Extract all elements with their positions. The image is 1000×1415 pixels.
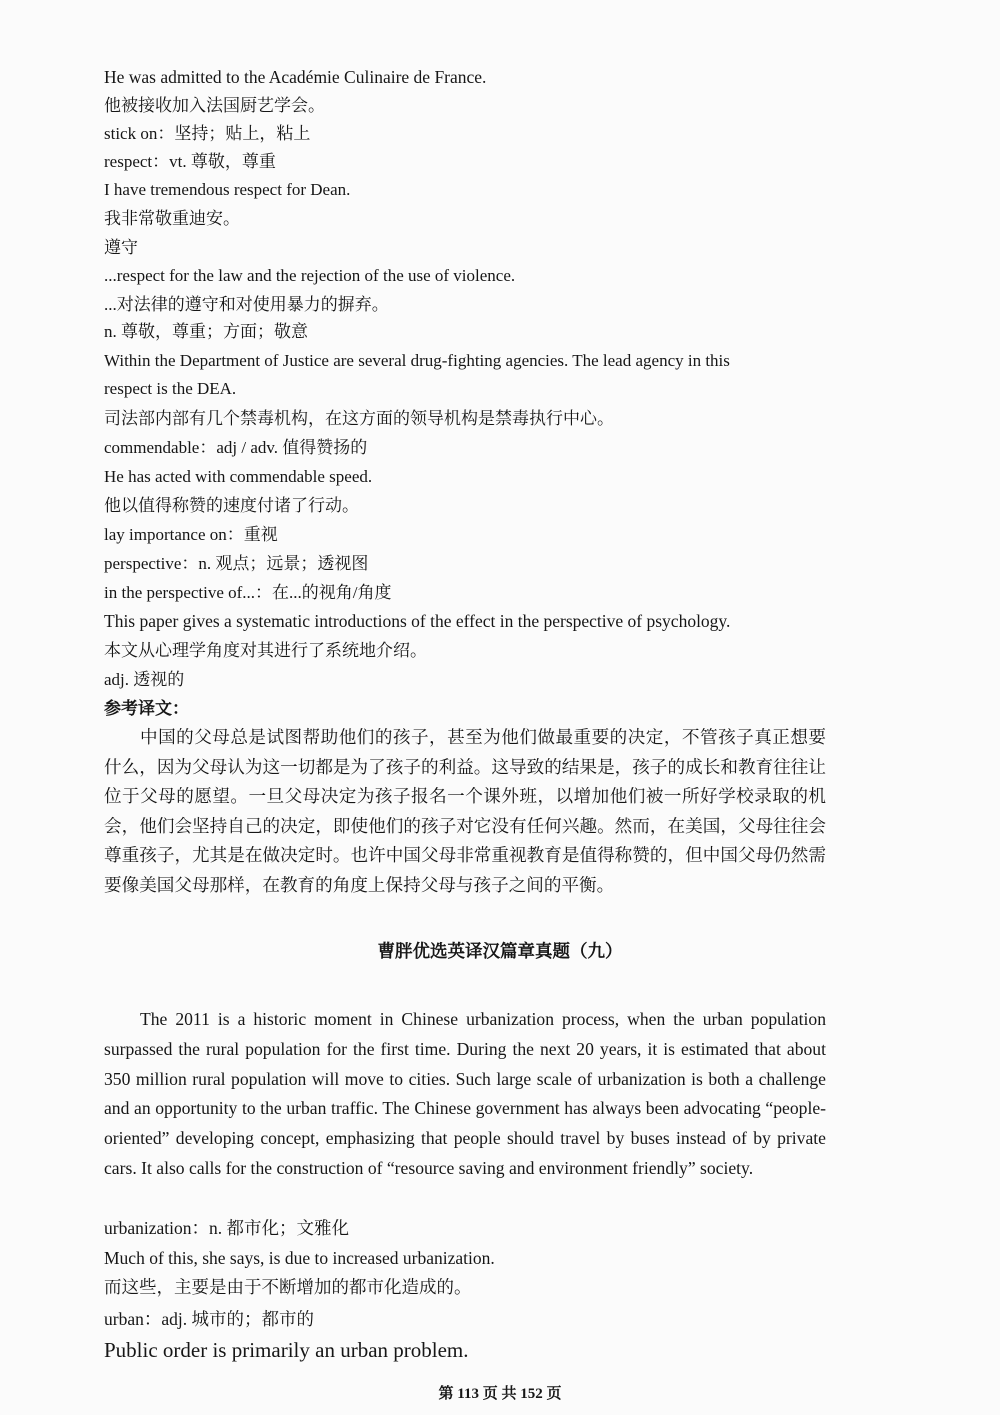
section-title: 曹胖优选英译汉篇章真题（九）: [377, 941, 623, 961]
example-sentence: respect is the DEA.: [104, 379, 237, 398]
example-sentence: Within the Department of Justice are several drug-fighting agencies. The lead agency in this: [104, 351, 730, 370]
example-sentence: Public order is primarily an urban problem.: [104, 1338, 469, 1362]
vocab-sense: n. 尊敬，尊重；方面；敬意: [104, 322, 308, 341]
example-translation: 而这些，主要是由于不断增加的都市化造成的。: [104, 1277, 472, 1297]
example-sentence: This paper gives a systematic introductions of the effect in the perspective of psychology.: [104, 611, 731, 631]
vocab-entry: lay importance on：重视: [104, 525, 278, 544]
example-translation: 司法部内部有几个禁毒机构，在这方面的领导机构是禁毒执行中心。: [104, 409, 614, 428]
example-translation: 我非常敬重迪安。: [104, 209, 240, 228]
vocab-entry: respect：vt. 尊敬，尊重: [104, 152, 276, 171]
vocab-sense: 遵守: [104, 238, 138, 257]
vocab-entry: urbanization：n. 都市化；文雅化: [104, 1218, 349, 1238]
reference-translation-paragraph: 中国的父母总是试图帮助他们的孩子，甚至为他们做最重要的决定，不管孩子真正想要什么，因为父母认为这一切都是为了孩子的利益。这导致的结果是，孩子的成长和教育往往让位于父母的愿望。一旦父母决定为孩子报名一个课外班，以增加他们被一所好学校录取的机会，他们会坚持自己的决定，即使他们的孩子对它没有任何兴趣。然而，在美国，父母往往会尊重孩子，尤其是在做决定时。也许中国父母非常重视教育是值得称赞的，但中国父母仍然需要像美国父母那样，在教育的角度上保持父母与孩子之间的平衡。: [104, 727, 826, 895]
vocab-sense: adj. 透视的: [104, 670, 185, 689]
vocab-entry: in the perspective of...：在...的视角/角度: [104, 583, 392, 602]
vocab-entry: perspective：n. 观点；远景；透视图: [104, 554, 369, 573]
example-sentence: He has acted with commendable speed.: [104, 467, 373, 486]
example-sentence: I have tremendous respect for Dean.: [104, 180, 351, 199]
example-sentence: ...respect for the law and the rejection of the use of violence.: [104, 266, 516, 285]
example-sentence: He was admitted to the Académie Culinaire de France.: [104, 67, 487, 87]
example-translation: ...对法律的遵守和对使用暴力的摒弃。: [104, 295, 389, 314]
english-passage: The 2011 is a historic moment in Chinese urbanization process, when the urban population surpassed the rural population for the first time. During the next 20 years, it is estimated that about 350 million rural population will move to cities. Such large scale of urbanization is both a challenge and an opportunity to the urban traffic. The Chinese government has always been advocating “people-oriented” developing concept, emphasizing that people should travel by buses instead of by private cars. It also calls for the construction of “resource saving and environment friendly” society.: [104, 1009, 826, 1178]
example-translation: 他以值得称赞的速度付诸了行动。: [104, 496, 359, 515]
vocab-entry: stick on：坚持；贴上，粘上: [104, 124, 311, 143]
example-translation: 本文从心理学角度对其进行了系统地介绍。: [104, 641, 427, 660]
example-sentence: Much of this, she says, is due to increased urbanization.: [104, 1248, 495, 1268]
vocab-entry: commendable：adj / adv. 值得赞扬的: [104, 438, 368, 457]
example-translation: 他被接收加入法国厨艺学会。: [104, 96, 325, 115]
reference-heading: 参考译文：: [104, 699, 189, 718]
page-number: 第 113 页 共 152 页: [438, 1386, 562, 1402]
vocab-entry: urban：adj. 城市的；都市的: [104, 1309, 314, 1329]
